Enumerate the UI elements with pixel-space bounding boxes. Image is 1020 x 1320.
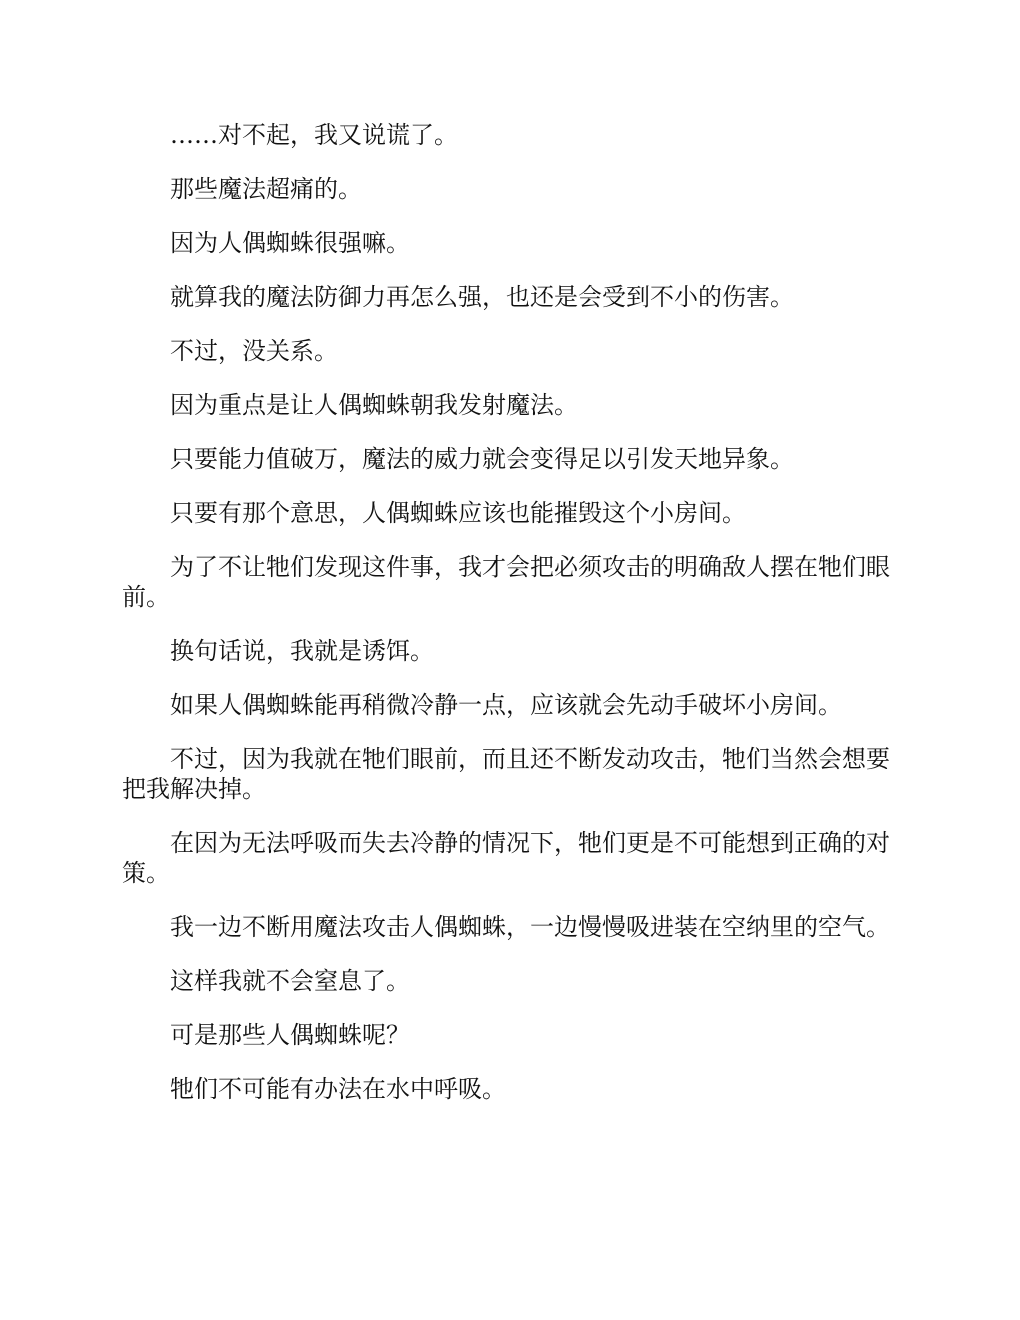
paragraph: 可是那些人偶蜘蛛呢？: [170, 1021, 410, 1049]
paragraph: 如果人偶蜘蛛能再稍微冷静一点，应该就会先动手破坏小房间。: [170, 691, 842, 719]
paragraph: 为了不让牠们发现这件事，我才会把必须攻击的明确敌人摆在牠们眼前。: [122, 553, 890, 611]
paragraph: 只要能力值破万，魔法的威力就会变得足以引发天地异象。: [170, 445, 794, 473]
paragraph: 我一边不断用魔法攻击人偶蜘蛛，一边慢慢吸进装在空纳里的空气。: [170, 913, 890, 941]
paragraph: 那些魔法超痛的。: [170, 175, 362, 203]
paragraph: 因为人偶蜘蛛很强嘛。: [170, 229, 410, 257]
paragraph: 换句话说，我就是诱饵。: [170, 637, 434, 665]
paragraph: ……对不起，我又说谎了。: [170, 121, 458, 149]
document-body: [122, 120, 898, 1128]
paragraph: 不过，没关系。: [170, 337, 338, 365]
paragraph: 在因为无法呼吸而失去冷静的情况下，牠们更是不可能想到正确的对策。: [122, 829, 890, 887]
paragraph: 牠们不可能有办法在水中呼吸。: [170, 1075, 506, 1103]
paragraph: 不过，因为我就在牠们眼前，而且还不断发动攻击，牠们当然会想要把我解决掉。: [122, 745, 890, 803]
paragraph: 这样我就不会窒息了。: [170, 967, 410, 995]
paragraph: 因为重点是让人偶蜘蛛朝我发射魔法。: [170, 391, 578, 419]
paragraph: 就算我的魔法防御力再怎么强，也还是会受到不小的伤害。: [170, 283, 794, 311]
paragraph: 只要有那个意思，人偶蜘蛛应该也能摧毁这个小房间。: [170, 499, 746, 527]
